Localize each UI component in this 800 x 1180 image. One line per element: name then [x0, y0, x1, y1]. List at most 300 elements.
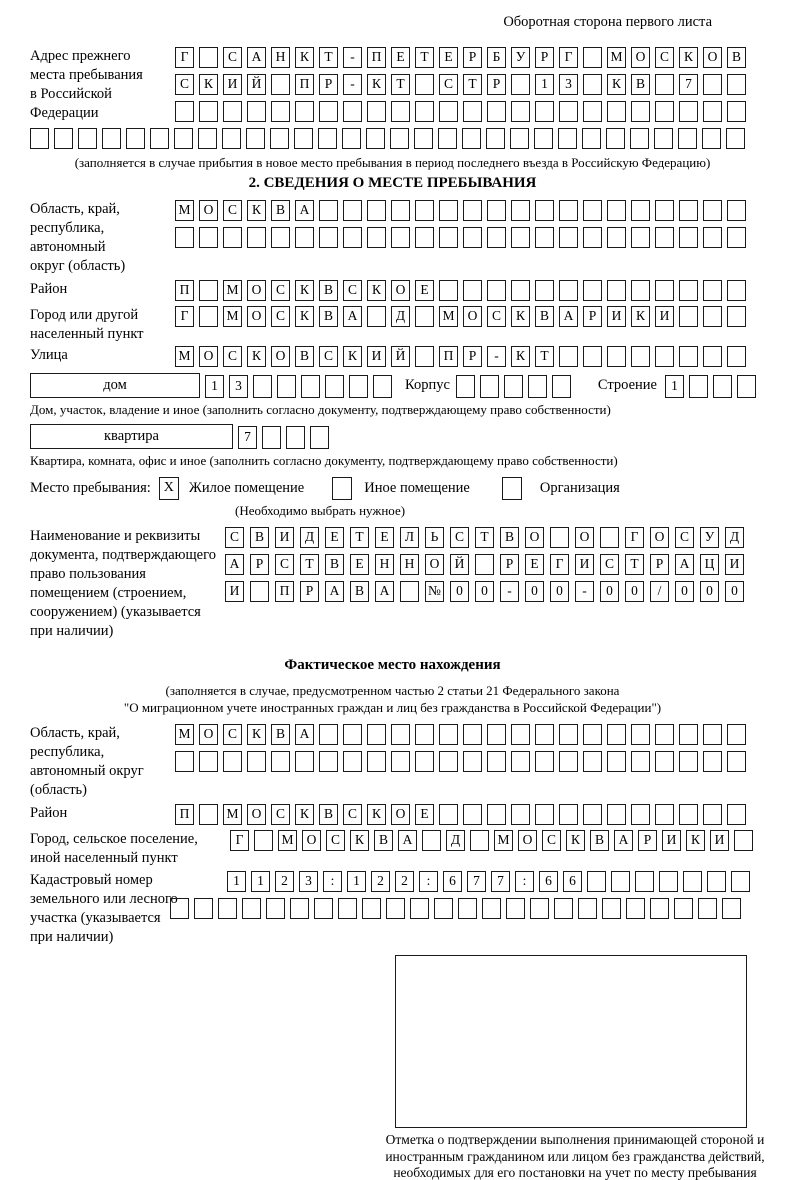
char-box[interactable]: В — [271, 724, 290, 745]
char-box[interactable]: В — [535, 306, 554, 327]
char-box[interactable] — [487, 280, 506, 301]
char-box[interactable] — [482, 898, 501, 919]
char-box[interactable] — [534, 128, 553, 149]
char-box[interactable]: П — [175, 280, 194, 301]
char-box[interactable] — [511, 804, 530, 825]
char-box[interactable] — [439, 804, 458, 825]
char-box[interactable] — [415, 101, 434, 122]
char-box[interactable]: О — [391, 280, 410, 301]
char-box[interactable] — [349, 375, 368, 398]
char-box[interactable] — [247, 751, 266, 772]
char-box[interactable]: 0 — [625, 581, 644, 602]
char-box[interactable] — [367, 306, 386, 327]
char-box[interactable] — [78, 128, 97, 149]
char-box[interactable] — [635, 871, 654, 892]
char-box[interactable]: Н — [375, 554, 394, 575]
char-box[interactable]: Г — [550, 554, 569, 575]
char-box[interactable]: Д — [725, 527, 744, 548]
char-box[interactable] — [679, 751, 698, 772]
char-box[interactable] — [199, 804, 218, 825]
char-box[interactable]: К — [631, 306, 650, 327]
char-box[interactable] — [511, 200, 530, 221]
char-box[interactable]: Р — [500, 554, 519, 575]
char-box[interactable] — [535, 227, 554, 248]
char-box[interactable]: С — [271, 804, 290, 825]
char-box[interactable]: В — [350, 581, 369, 602]
char-box[interactable]: - — [575, 581, 594, 602]
char-box[interactable]: : — [515, 871, 534, 892]
char-box[interactable] — [286, 426, 305, 449]
char-box[interactable] — [678, 128, 697, 149]
char-box[interactable] — [247, 101, 266, 122]
char-box[interactable]: Т — [391, 74, 410, 95]
char-box[interactable]: 0 — [450, 581, 469, 602]
char-box[interactable] — [727, 306, 746, 327]
char-box[interactable]: Е — [439, 47, 458, 68]
char-box[interactable]: О — [247, 306, 266, 327]
char-box[interactable]: М — [175, 200, 194, 221]
char-box[interactable] — [295, 227, 314, 248]
char-box[interactable] — [727, 74, 746, 95]
char-box[interactable] — [199, 306, 218, 327]
char-box[interactable]: 3 — [229, 375, 248, 398]
char-box[interactable]: 0 — [600, 581, 619, 602]
char-box[interactable]: С — [343, 804, 362, 825]
char-box[interactable] — [487, 804, 506, 825]
char-box[interactable]: М — [278, 830, 297, 851]
char-box[interactable]: С — [271, 280, 290, 301]
char-box[interactable]: Р — [319, 74, 338, 95]
char-box[interactable]: А — [398, 830, 417, 851]
char-box[interactable]: К — [295, 280, 314, 301]
char-box[interactable]: С — [223, 47, 242, 68]
char-box[interactable] — [583, 74, 602, 95]
char-box[interactable] — [439, 101, 458, 122]
char-box[interactable]: 7 — [491, 871, 510, 892]
char-box[interactable]: К — [295, 47, 314, 68]
char-box[interactable]: О — [271, 346, 290, 367]
char-box[interactable] — [367, 227, 386, 248]
char-box[interactable]: О — [302, 830, 321, 851]
char-box[interactable] — [439, 227, 458, 248]
char-box[interactable] — [679, 724, 698, 745]
char-box[interactable]: О — [518, 830, 537, 851]
char-box[interactable] — [415, 751, 434, 772]
char-box[interactable]: К — [247, 724, 266, 745]
char-box[interactable] — [480, 375, 499, 398]
char-box[interactable] — [362, 898, 381, 919]
char-box[interactable] — [290, 898, 309, 919]
char-box[interactable] — [655, 724, 674, 745]
char-box[interactable] — [582, 128, 601, 149]
char-box[interactable] — [194, 898, 213, 919]
char-box[interactable] — [343, 724, 362, 745]
char-box[interactable]: К — [511, 306, 530, 327]
char-box[interactable]: К — [343, 346, 362, 367]
char-box[interactable]: В — [295, 346, 314, 367]
char-box[interactable] — [530, 898, 549, 919]
char-box[interactable]: А — [295, 724, 314, 745]
char-box[interactable] — [486, 128, 505, 149]
char-box[interactable] — [559, 751, 578, 772]
char-box[interactable]: О — [650, 527, 669, 548]
char-box[interactable]: С — [343, 280, 362, 301]
char-box[interactable] — [559, 227, 578, 248]
char-box[interactable]: А — [225, 554, 244, 575]
char-box[interactable] — [559, 724, 578, 745]
char-box[interactable]: И — [710, 830, 729, 851]
char-box[interactable] — [607, 200, 626, 221]
char-box[interactable]: Р — [463, 47, 482, 68]
char-box[interactable] — [319, 751, 338, 772]
char-box[interactable] — [367, 200, 386, 221]
char-box[interactable]: - — [487, 346, 506, 367]
char-box[interactable]: В — [590, 830, 609, 851]
char-box[interactable]: А — [614, 830, 633, 851]
char-box[interactable]: О — [631, 47, 650, 68]
char-box[interactable] — [583, 47, 602, 68]
char-box[interactable]: О — [199, 724, 218, 745]
char-box[interactable]: С — [600, 554, 619, 575]
char-box[interactable]: Н — [271, 47, 290, 68]
char-box[interactable]: Н — [400, 554, 419, 575]
char-box[interactable] — [462, 128, 481, 149]
char-box[interactable]: К — [295, 306, 314, 327]
char-box[interactable]: В — [727, 47, 746, 68]
char-box[interactable] — [254, 830, 273, 851]
char-box[interactable] — [262, 426, 281, 449]
char-box[interactable]: А — [247, 47, 266, 68]
char-box[interactable]: В — [319, 804, 338, 825]
char-box[interactable] — [535, 804, 554, 825]
char-box[interactable] — [607, 101, 626, 122]
char-box[interactable] — [319, 724, 338, 745]
char-box[interactable]: В — [325, 554, 344, 575]
char-box[interactable]: Й — [391, 346, 410, 367]
char-box[interactable]: Б — [487, 47, 506, 68]
char-box[interactable] — [550, 527, 569, 548]
char-box[interactable]: В — [250, 527, 269, 548]
char-box[interactable] — [242, 898, 261, 919]
char-box[interactable]: С — [223, 346, 242, 367]
char-box[interactable] — [271, 751, 290, 772]
char-box[interactable]: Ц — [700, 554, 719, 575]
char-box[interactable]: И — [575, 554, 594, 575]
char-box[interactable]: Д — [446, 830, 465, 851]
char-box[interactable]: 3 — [299, 871, 318, 892]
char-box[interactable]: М — [175, 724, 194, 745]
char-box[interactable] — [342, 128, 361, 149]
char-box[interactable] — [338, 898, 357, 919]
char-box[interactable] — [689, 375, 708, 398]
char-box[interactable] — [511, 227, 530, 248]
char-box[interactable] — [415, 227, 434, 248]
char-box[interactable] — [175, 227, 194, 248]
char-box[interactable] — [535, 200, 554, 221]
char-box[interactable] — [250, 581, 269, 602]
char-box[interactable]: А — [675, 554, 694, 575]
char-box[interactable]: С — [326, 830, 345, 851]
char-box[interactable] — [253, 375, 272, 398]
char-box[interactable]: С — [223, 724, 242, 745]
char-box[interactable]: И — [607, 306, 626, 327]
char-box[interactable]: И — [655, 306, 674, 327]
zhiloe-checkbox[interactable]: X — [159, 477, 179, 500]
char-box[interactable] — [126, 128, 145, 149]
char-box[interactable] — [679, 306, 698, 327]
char-box[interactable] — [535, 101, 554, 122]
char-box[interactable] — [199, 280, 218, 301]
char-box[interactable] — [367, 724, 386, 745]
char-box[interactable] — [415, 200, 434, 221]
char-box[interactable]: № — [425, 581, 444, 602]
char-box[interactable]: О — [247, 280, 266, 301]
char-box[interactable] — [558, 128, 577, 149]
char-box[interactable] — [175, 101, 194, 122]
char-box[interactable]: М — [223, 804, 242, 825]
char-box[interactable] — [174, 128, 193, 149]
char-box[interactable]: К — [247, 200, 266, 221]
char-box[interactable] — [655, 227, 674, 248]
char-box[interactable] — [602, 898, 621, 919]
char-box[interactable]: С — [542, 830, 561, 851]
dom-labelbox[interactable]: дом — [30, 373, 200, 398]
char-box[interactable] — [559, 280, 578, 301]
char-box[interactable] — [611, 871, 630, 892]
char-box[interactable] — [707, 871, 726, 892]
char-box[interactable] — [703, 74, 722, 95]
char-box[interactable] — [487, 200, 506, 221]
char-box[interactable]: Д — [391, 306, 410, 327]
char-box[interactable] — [607, 751, 626, 772]
char-box[interactable] — [631, 346, 650, 367]
char-box[interactable]: В — [631, 74, 650, 95]
char-box[interactable] — [504, 375, 523, 398]
char-box[interactable]: 1 — [251, 871, 270, 892]
char-box[interactable]: 7 — [238, 426, 257, 449]
char-box[interactable] — [607, 724, 626, 745]
char-box[interactable]: П — [295, 74, 314, 95]
char-box[interactable]: К — [350, 830, 369, 851]
char-box[interactable]: 1 — [347, 871, 366, 892]
char-box[interactable]: 6 — [443, 871, 462, 892]
char-box[interactable]: 2 — [275, 871, 294, 892]
char-box[interactable] — [295, 101, 314, 122]
char-box[interactable]: К — [511, 346, 530, 367]
char-box[interactable] — [511, 724, 530, 745]
char-box[interactable] — [391, 101, 410, 122]
stamp-box[interactable] — [395, 955, 747, 1128]
char-box[interactable]: Т — [535, 346, 554, 367]
char-box[interactable] — [470, 830, 489, 851]
char-box[interactable]: Р — [535, 47, 554, 68]
char-box[interactable]: М — [175, 346, 194, 367]
char-box[interactable] — [698, 898, 717, 919]
char-box[interactable]: У — [700, 527, 719, 548]
char-box[interactable]: И — [275, 527, 294, 548]
char-box[interactable]: Т — [625, 554, 644, 575]
char-box[interactable] — [102, 128, 121, 149]
char-box[interactable] — [674, 898, 693, 919]
char-box[interactable]: К — [247, 346, 266, 367]
char-box[interactable] — [722, 898, 741, 919]
char-box[interactable] — [199, 227, 218, 248]
char-box[interactable] — [683, 871, 702, 892]
char-box[interactable] — [583, 200, 602, 221]
char-box[interactable] — [270, 128, 289, 149]
char-box[interactable] — [559, 200, 578, 221]
char-box[interactable] — [703, 306, 722, 327]
char-box[interactable] — [439, 280, 458, 301]
char-box[interactable] — [631, 200, 650, 221]
char-box[interactable] — [487, 751, 506, 772]
char-box[interactable]: Е — [391, 47, 410, 68]
char-box[interactable]: / — [650, 581, 669, 602]
char-box[interactable]: К — [367, 280, 386, 301]
char-box[interactable]: Е — [415, 280, 434, 301]
char-box[interactable] — [583, 280, 602, 301]
char-box[interactable] — [607, 804, 626, 825]
char-box[interactable] — [587, 871, 606, 892]
char-box[interactable]: М — [223, 280, 242, 301]
char-box[interactable]: Т — [300, 554, 319, 575]
char-box[interactable]: 2 — [371, 871, 390, 892]
char-box[interactable]: 0 — [525, 581, 544, 602]
char-box[interactable]: О — [247, 804, 266, 825]
char-box[interactable]: П — [439, 346, 458, 367]
char-box[interactable] — [679, 200, 698, 221]
char-box[interactable] — [727, 227, 746, 248]
char-box[interactable] — [679, 346, 698, 367]
char-box[interactable] — [319, 227, 338, 248]
char-box[interactable] — [655, 200, 674, 221]
char-box[interactable]: Е — [375, 527, 394, 548]
char-box[interactable] — [607, 227, 626, 248]
char-box[interactable] — [630, 128, 649, 149]
char-box[interactable] — [434, 898, 453, 919]
char-box[interactable] — [343, 227, 362, 248]
char-box[interactable]: К — [607, 74, 626, 95]
char-box[interactable]: О — [391, 804, 410, 825]
char-box[interactable]: С — [439, 74, 458, 95]
char-box[interactable] — [631, 724, 650, 745]
char-box[interactable] — [318, 128, 337, 149]
char-box[interactable] — [511, 101, 530, 122]
char-box[interactable] — [703, 346, 722, 367]
char-box[interactable] — [734, 830, 753, 851]
char-box[interactable] — [175, 751, 194, 772]
char-box[interactable]: 7 — [679, 74, 698, 95]
char-box[interactable] — [198, 128, 217, 149]
char-box[interactable]: Г — [559, 47, 578, 68]
char-box[interactable]: 7 — [467, 871, 486, 892]
char-box[interactable] — [510, 128, 529, 149]
char-box[interactable]: У — [511, 47, 530, 68]
char-box[interactable] — [414, 128, 433, 149]
char-box[interactable]: - — [500, 581, 519, 602]
char-box[interactable]: П — [275, 581, 294, 602]
char-box[interactable]: : — [323, 871, 342, 892]
char-box[interactable]: Е — [350, 554, 369, 575]
char-box[interactable]: О — [199, 200, 218, 221]
char-box[interactable]: М — [439, 306, 458, 327]
char-box[interactable] — [554, 898, 573, 919]
char-box[interactable] — [583, 804, 602, 825]
char-box[interactable] — [703, 751, 722, 772]
char-box[interactable]: 0 — [550, 581, 569, 602]
char-box[interactable] — [703, 280, 722, 301]
char-box[interactable] — [726, 128, 745, 149]
char-box[interactable] — [578, 898, 597, 919]
char-box[interactable]: Г — [625, 527, 644, 548]
char-box[interactable] — [199, 47, 218, 68]
char-box[interactable]: М — [494, 830, 513, 851]
char-box[interactable] — [475, 554, 494, 575]
char-box[interactable] — [223, 101, 242, 122]
char-box[interactable] — [391, 200, 410, 221]
char-box[interactable]: О — [425, 554, 444, 575]
char-box[interactable] — [295, 751, 314, 772]
char-box[interactable]: 1 — [665, 375, 684, 398]
char-box[interactable] — [170, 898, 189, 919]
char-box[interactable] — [410, 898, 429, 919]
char-box[interactable] — [463, 227, 482, 248]
char-box[interactable] — [391, 227, 410, 248]
char-box[interactable] — [271, 74, 290, 95]
char-box[interactable]: М — [223, 306, 242, 327]
char-box[interactable] — [727, 101, 746, 122]
char-box[interactable] — [222, 128, 241, 149]
char-box[interactable]: С — [271, 306, 290, 327]
char-box[interactable] — [737, 375, 756, 398]
char-box[interactable]: О — [703, 47, 722, 68]
char-box[interactable] — [463, 804, 482, 825]
char-box[interactable] — [703, 200, 722, 221]
char-box[interactable] — [559, 101, 578, 122]
char-box[interactable] — [727, 724, 746, 745]
char-box[interactable]: И — [367, 346, 386, 367]
char-box[interactable]: 1 — [227, 871, 246, 892]
char-box[interactable]: О — [525, 527, 544, 548]
char-box[interactable]: Е — [325, 527, 344, 548]
char-box[interactable] — [631, 751, 650, 772]
char-box[interactable] — [30, 128, 49, 149]
char-box[interactable]: С — [223, 200, 242, 221]
char-box[interactable] — [631, 804, 650, 825]
char-box[interactable]: 2 — [395, 871, 414, 892]
char-box[interactable] — [246, 128, 265, 149]
char-box[interactable] — [655, 74, 674, 95]
char-box[interactable] — [655, 751, 674, 772]
char-box[interactable]: О — [575, 527, 594, 548]
char-box[interactable] — [583, 346, 602, 367]
char-box[interactable]: П — [367, 47, 386, 68]
char-box[interactable] — [319, 101, 338, 122]
char-box[interactable] — [247, 227, 266, 248]
char-box[interactable]: В — [500, 527, 519, 548]
char-box[interactable]: Т — [319, 47, 338, 68]
char-box[interactable]: Р — [583, 306, 602, 327]
char-box[interactable] — [583, 724, 602, 745]
char-box[interactable] — [631, 227, 650, 248]
char-box[interactable] — [655, 101, 674, 122]
char-box[interactable]: К — [367, 804, 386, 825]
char-box[interactable] — [727, 751, 746, 772]
char-box[interactable]: 6 — [563, 871, 582, 892]
char-box[interactable] — [391, 751, 410, 772]
char-box[interactable]: П — [175, 804, 194, 825]
char-box[interactable]: Р — [638, 830, 657, 851]
